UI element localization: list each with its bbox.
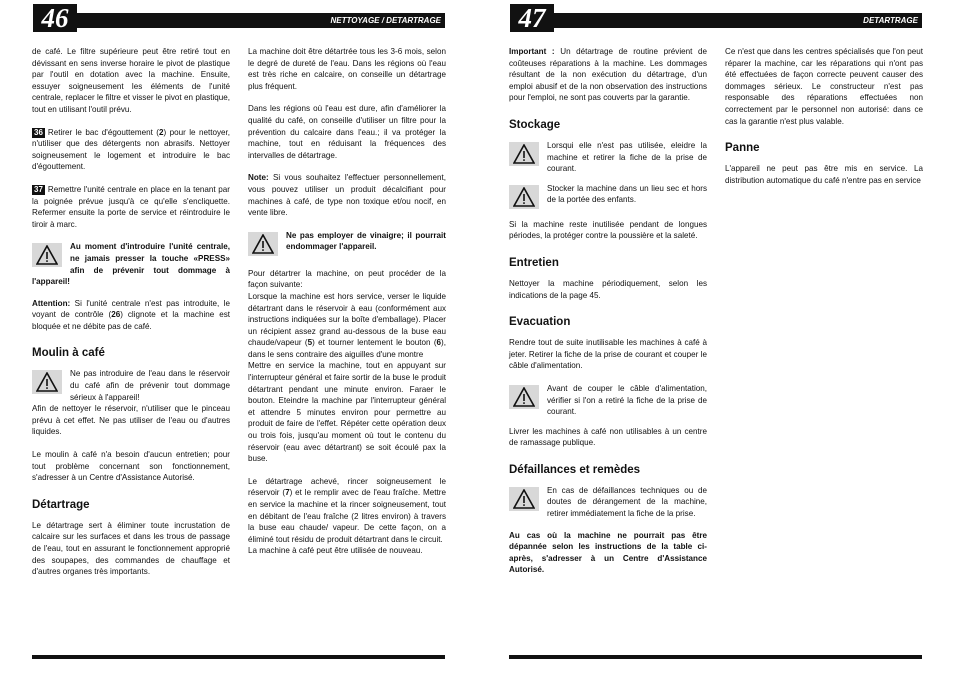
- warning-block: [509, 485, 707, 520]
- right-column-2: [725, 46, 923, 197]
- note-label: Note:: [248, 173, 269, 183]
- paragraph: Livrer les machines à café non utilisables à un centre de ramassage publique.: [509, 426, 707, 448]
- attention-text: Si l'unité centrale n'est pas introduite, le voyant de contrôle (: [32, 298, 230, 320]
- warning-text: Lorsqui elle n'est pas utilisée, eleidre la machine et retirer la fiche de la prise de courant.: [547, 140, 707, 174]
- attention-note: [32, 298, 230, 333]
- paragraph: Afin de nettoyer le réservoir, n'utiliser que le pinceau prévu à cet effet. Ne pas utiliser de l'eau ou d'autres liquides.: [32, 404, 230, 437]
- left-column-1: [32, 46, 230, 589]
- attention-text: ) clignote et la machine est bloquée et ne débite pas de café.: [32, 310, 230, 331]
- warning-block: [509, 383, 707, 418]
- important-text: Un détartrage de routine prévient de coûteuses réparations à la machine. Les dommages résultant de la non exécution du détartrage, d'un emploi abusif et de la non observation des instructions pour l'emploi, ne sont pas couverts par la garantie.: [509, 47, 707, 103]
- left-column-2: [248, 46, 446, 568]
- warning-text: Au moment d'introduire l'unité centrale, ne jamais presser la touche «PRESS» afin de prévenir tout dommage à l'appareil!: [32, 242, 230, 287]
- heading-panne: Panne: [725, 142, 760, 155]
- right-column-1: [509, 46, 707, 587]
- warning-triangle-icon: [32, 243, 62, 267]
- warning-triangle-icon: [509, 385, 539, 409]
- step-text: ) pour le nettoyer, n'utiliser que des détergents non abrasifs. Nettoyer soigneusement le logement et introduire le bac d'égouttement.: [32, 127, 230, 172]
- text: ) et tourner lentement le bouton (: [312, 338, 437, 348]
- paragraph: de café. Le filtre supérieure peut être retiré tout en dévissant en sens inverse horaire le pivot de plastique par l'outil en dotation avec la machine. Ensuite, essuyer soigneusement les éléments de l'unité centrale, replacer le filtre et visser le pivot en plastique, tout en utilisant l'outil prévu.: [32, 47, 230, 114]
- warning-block: [32, 241, 230, 287]
- paragraph: Pour détartrer la machine, on peut procéder de la façon suivante:: [248, 268, 446, 290]
- paragraph: La machine à café peut être utilisée de nouveau.: [248, 546, 423, 556]
- paragraph: Le détartrage sert à éliminer toute incrustation de calcaire sur les surfaces et dans les trous de passage de l'eau, tout en assurant le fonctionnement approprié des soupapes, des commandes de chauffage et d'autres organes très importants.: [32, 520, 230, 577]
- warning-text: En cas de défaillances techniques ou de doutes de dérangement de la machine, retirer immédiatement la fiche de la prise.: [547, 485, 707, 519]
- important-label: Important :: [509, 47, 555, 56]
- heading-detartrage: Détartrage: [32, 498, 90, 511]
- warning-triangle-icon: [509, 487, 539, 511]
- warning-triangle-icon: [248, 232, 278, 256]
- warning-text: Ne pas introduire de l'eau dans le réservoir du café afin de prévenir tout dommage sérieux à l'appareil!: [70, 369, 230, 402]
- step-37: [32, 184, 230, 230]
- ref-number: 7: [285, 488, 290, 498]
- warning-text: Ne pas employer de vinaigre; il pourrait endommager l'appareil.: [286, 230, 446, 252]
- ref-number: 2: [158, 127, 164, 137]
- warning-triangle-icon: [509, 185, 539, 209]
- paragraph: Dans les régions où l'eau est dure, afin d'améliorer la qualité du café, on conseille d'utiliser un filtre pour la prévention du calcaire dans l'eau.; il va protéger la machine, tout en réduisant la fréquences des intervalles de détartrage.: [248, 104, 446, 160]
- step-number: 36: [34, 127, 43, 137]
- footer-rule: [509, 655, 922, 659]
- text: Le détartrage achevé, rincer soigneusement le réservoir (: [248, 476, 446, 498]
- heading-entretien: Entretien: [509, 256, 559, 269]
- warning-block: [32, 368, 230, 403]
- step-36: [32, 127, 230, 173]
- warning-triangle-icon: [32, 370, 62, 394]
- paragraph: Ce n'est que dans les centres spécialisés que l'on peut réparer la machine, car les réparations qui n'ont pas été effectuées de façon correcte peuvent causer des dommages sérieux. Le constructeur n'est pas responsable des réparations effectuées non correctement par le personnel non autorisé: dans ce cas la garantie n'est plus valable.: [725, 47, 923, 126]
- text: ) et le remplir avec de l'eau fraîche. Mettre en service la machine et la rincer soigneusement, tout en débitant de l'eau fraîche (2 litres environ) à travers la buse eau chaude/ vapeur. De cette façon, on a éliminé tout résidu de produit détartrant dans le circuit.: [248, 488, 446, 544]
- page-number: 47: [510, 4, 554, 32]
- warning-text: Stocker la machine dans un lieu sec et hors de la portée des enfants.: [547, 183, 707, 205]
- heading-moulin: Moulin à café: [32, 347, 105, 360]
- heading-defaillances: Défaillances et remèdes: [509, 463, 641, 476]
- ref-number: 26: [111, 310, 121, 320]
- paragraph: Si la machine reste inutilisée pendant de longues périodes, la protéger contre la poussière et la saleté.: [509, 219, 707, 241]
- paragraph: Mettre en service la machine, tout en appuyant sur l'interrupteur général et faire sortir de la buse le produit détartrant pendant une minute environ. Faraer le bouton. Eteindre la machine par l'interrupteur général et attendre 5 minutes environ pour permettre au produit de faire de l'effet. Répéter cette opération deux ou trois fois, jusqu'au moment où tout le contenu du réservoir (eau avec détartrant) se soit écoulé pax la buse.: [248, 361, 446, 464]
- paragraph: L'appareil ne peut pas être mis en service. La distribution automatique du café n'entre pas en service: [725, 164, 923, 185]
- warning-block: [509, 140, 707, 175]
- step-text: Remettre l'unité centrale en place en la tenant par la poignée prévue jusqu'à ce qu'elle s'encliquette. Refermer ensuite la porte de service et réintroduire le tiroir à marc.: [32, 184, 230, 229]
- important-note: [509, 46, 707, 104]
- step-number: 37: [34, 184, 43, 194]
- ref-number: 6: [436, 338, 442, 348]
- heading-evacuation: Evacuation: [509, 316, 571, 329]
- warning-block: [248, 230, 446, 258]
- paragraph: Rendre tout de suite inutilisable les machines à café à jeter. Retirer la fiche de la prise de courant et couper le câble d'alimentation.: [509, 338, 707, 371]
- page-right: [477, 0, 954, 675]
- note-text: Si vous souhaitez l'effectuer personnellement, vous pouvez utiliser un produit décalcifiant pour machines à café, de type non toxique et/ou nocif, en vente libre.: [248, 173, 446, 218]
- footer-rule: [32, 655, 445, 659]
- text: ), dans le sens contraire des aiguilles d'une montre: [248, 338, 446, 359]
- warning-triangle-icon: [509, 142, 539, 166]
- warning-block: [509, 183, 707, 211]
- note: [248, 172, 446, 218]
- ref-number: 5: [307, 338, 313, 348]
- heading-stockage: Stockage: [509, 118, 561, 131]
- paragraph: [248, 476, 446, 546]
- paragraph: [248, 291, 446, 361]
- step-text: Retirer le bac d'égouttement (: [47, 127, 159, 137]
- paragraph: Nettoyer la machine périodiquement, selon les indications de la page 45.: [509, 278, 707, 300]
- page-number: 46: [33, 4, 77, 32]
- paragraph: La machine doit être détartrée tous les 3-6 mois, selon le degré de dureté de l'eau. Dans les régions où l'eau est très riche en calcaire, on conseille un détartrage plus fréquent.: [248, 47, 446, 91]
- paragraph: Le moulin à café n'a besoin d'aucun entretien; pour tout problème concernant son fonctionnement, s'adresser à un Centre d'Assistance Autorisé.: [32, 450, 230, 483]
- paragraph-bold: Au cas où la machine ne pourrait pas être dépannée selon les instructions de la table ci-après, s'adresser à un Centre d'Assistance Autorisé.: [509, 530, 707, 575]
- attention-label: Attention:: [32, 298, 71, 308]
- warning-text: Avant de couper le câble d'alimentation, vérifier si l'on a retiré la fiche de la prise de courant.: [547, 383, 707, 417]
- section-header: DETARTRAGE: [554, 13, 922, 28]
- section-header: NETTOYAGE / DETARTRAGE: [77, 13, 445, 28]
- text: Lorsque la machine est hors service, verser le liquide détartrant dans le réservoir à eau (conformément aux instructions indiquées sur la boîte d'emballage). Placer un récipient assez grand au-dessous de la buse eau chaude/vapeur (: [248, 291, 446, 348]
